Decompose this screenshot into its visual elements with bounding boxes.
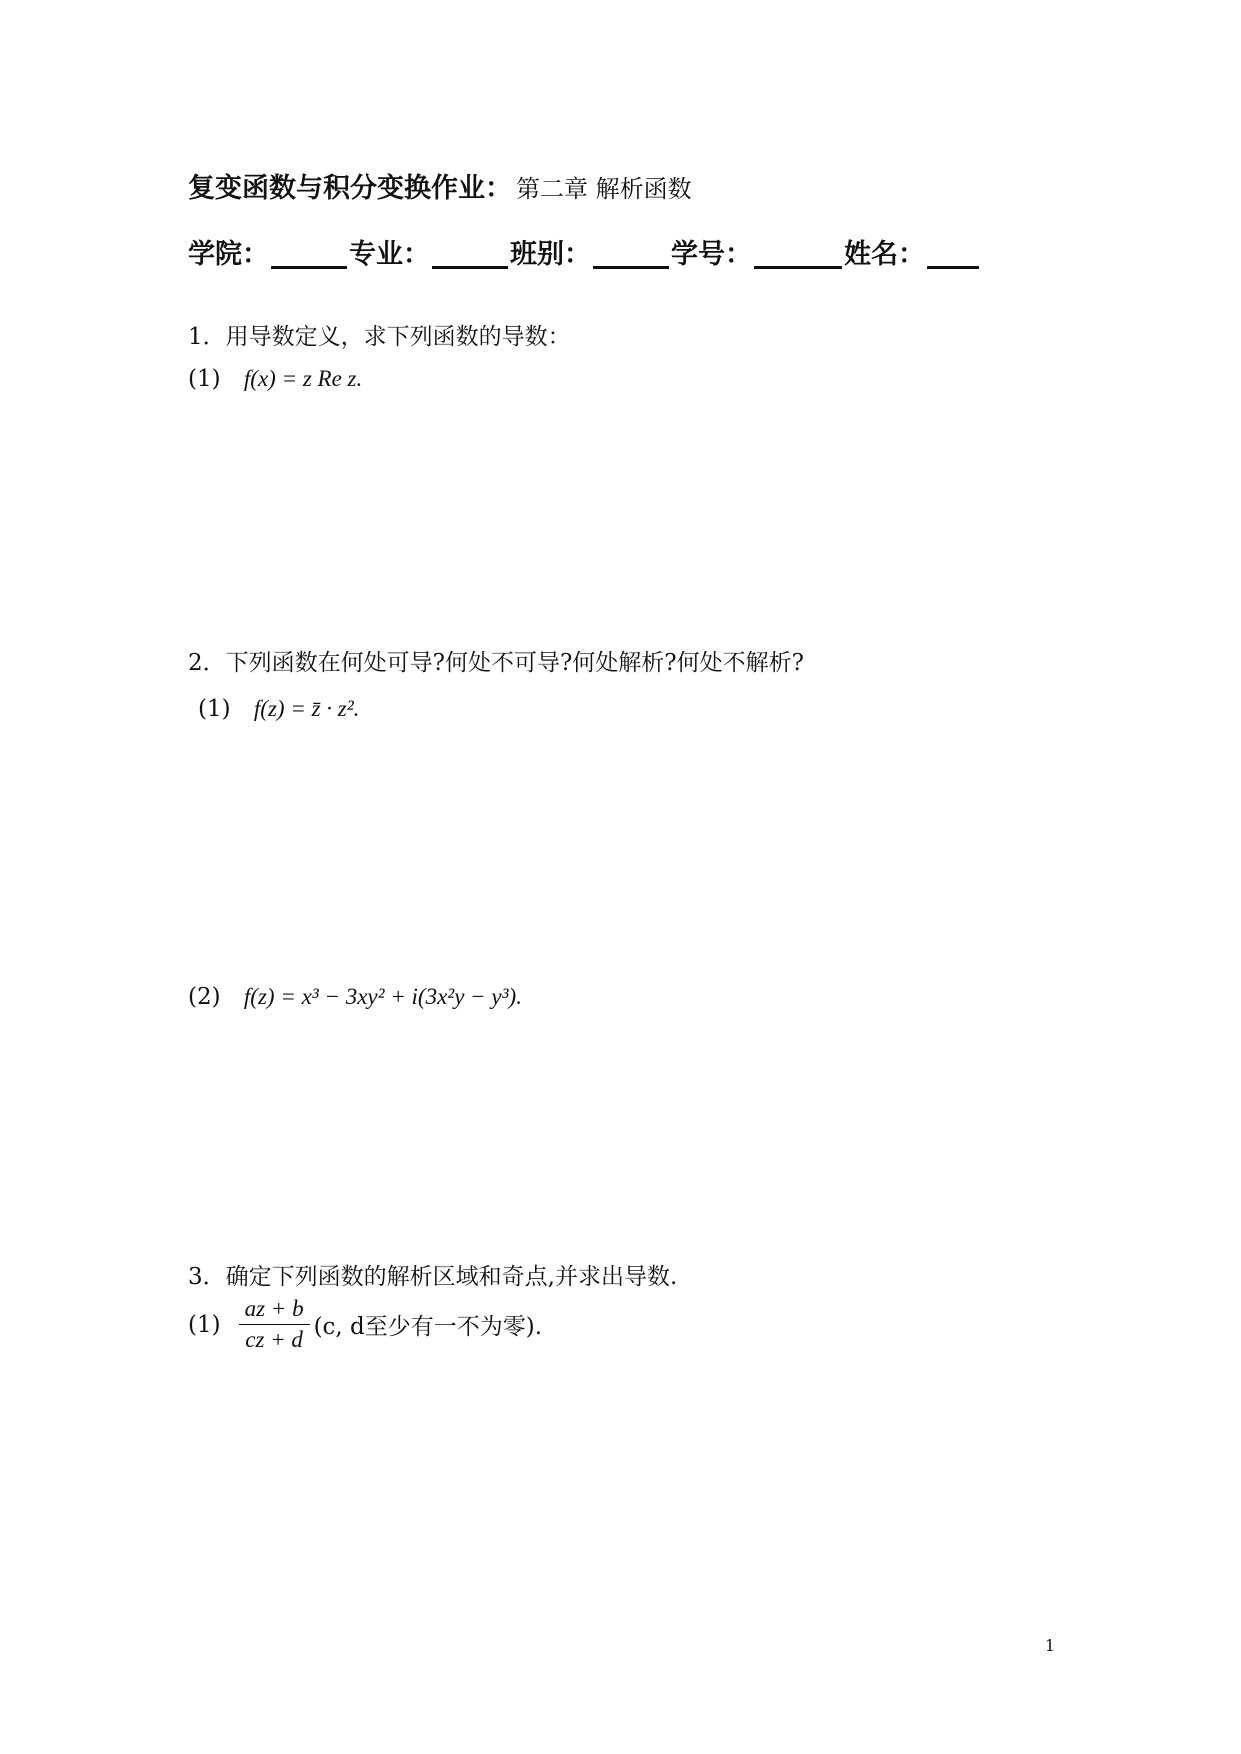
question-1-part-1 <box>188 366 362 392</box>
part-expression: f(z) = z̄ · z². <box>253 696 360 721</box>
part-number: (2) <box>188 984 221 1010</box>
question-2-part-1 <box>198 696 359 722</box>
title-main: 复变函数与积分变换作业： <box>188 173 512 204</box>
info-label: 学号： <box>671 239 752 270</box>
info-major <box>349 232 510 271</box>
info-label: 专业： <box>349 239 430 270</box>
info-name <box>844 232 981 271</box>
name-blank[interactable] <box>927 240 979 269</box>
part-condition: (c, d至少有一不为零). <box>313 1314 543 1340</box>
info-college <box>188 232 349 271</box>
info-label: 姓名： <box>844 239 925 270</box>
info-student-id <box>671 232 844 271</box>
page-title <box>188 166 692 205</box>
part-number: (1) <box>198 696 231 722</box>
question-3-part-1 <box>188 1296 542 1353</box>
question-1-stem: 1．用导数定义，求下列函数的导数： <box>188 324 571 350</box>
fraction-denominator: cz + d <box>245 1327 303 1352</box>
major-blank[interactable] <box>432 240 508 269</box>
fraction-numerator: az + b <box>239 1296 310 1325</box>
student-info-row <box>188 232 981 271</box>
question-2-stem: 2．下列函数在何处可导?何处不可导?何处解析?何处不解析? <box>188 650 804 676</box>
question-3-stem: 3．确定下列函数的解析区域和奇点,并求出导数. <box>188 1264 678 1290</box>
college-blank[interactable] <box>271 240 347 269</box>
part-expression: f(x) = z Re z. <box>243 366 363 391</box>
chapter-subtitle: 第二章 解析函数 <box>516 175 692 203</box>
info-class <box>510 232 671 271</box>
part-number: (1) <box>188 366 221 392</box>
page-number: 1 <box>1044 1636 1055 1655</box>
info-label: 学院： <box>188 239 269 270</box>
class-blank[interactable] <box>593 240 669 269</box>
question-2-part-2 <box>188 984 522 1010</box>
info-label: 班别： <box>510 239 591 270</box>
fraction <box>239 1296 310 1353</box>
part-expression: f(z) = x³ − 3xy² + i(3x²y − y³). <box>243 984 522 1009</box>
part-number: (1) <box>188 1311 221 1338</box>
student-id-blank[interactable] <box>754 240 842 269</box>
